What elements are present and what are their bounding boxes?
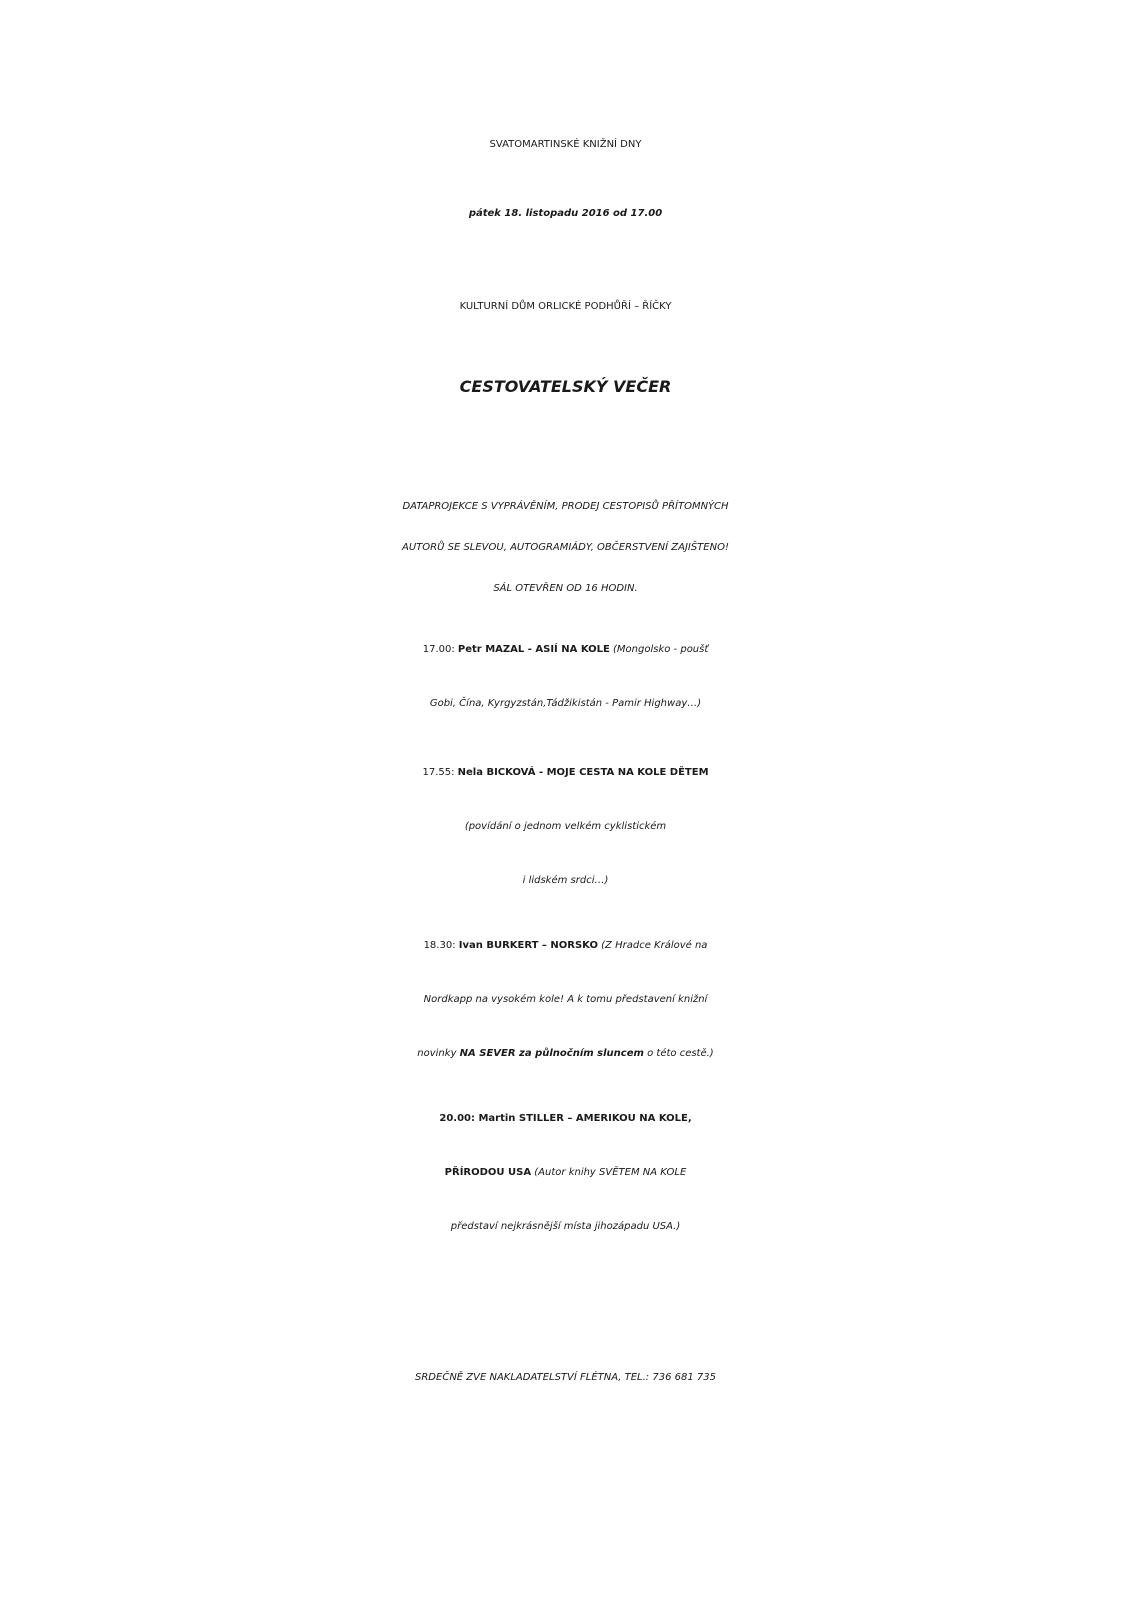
program-item-4-line-2 — [0, 1146, 1131, 1200]
program-item-4 — [0, 1092, 1131, 1254]
program-item-2-line-2 — [0, 800, 1131, 854]
program-item-1-desc-2: Gobi, Čína, Kyrgyzstán,Tádžikistán - Pamir Highway…) — [429, 698, 702, 709]
program-item-4-desc-1: (Autor knihy SVĚTEM NA KOLE — [534, 1167, 687, 1178]
event-venue: KULTURNÍ DŮM ORLICKÉ PODHŮŘÍ – ŘÍČKY — [459, 301, 672, 312]
program-item-4-line-3 — [0, 1200, 1131, 1254]
event-series: SVATOMARTINSKÉ KNIŽNÍ DNY — [489, 139, 642, 150]
program-item-4-time-talk: 20.00: Martin STILLER – AMERIKOU NA KOLE, — [439, 1113, 692, 1124]
program-item-3-book-title: NA SEVER za půlnočním sluncem — [459, 1048, 644, 1059]
intro-line-2: AUTORŮ SE SLEVOU, AUTOGRAMIÁDY, OBČERSTVENÍ ZAJIŠTENO! — [402, 542, 729, 553]
program-item-3-line-2 — [0, 973, 1131, 1027]
program-item-1 — [0, 623, 1131, 731]
program-item-1-line-2 — [0, 677, 1131, 731]
program-item-3-desc-3a: novinky — [417, 1048, 457, 1059]
program-item-3-desc-3b: o této cestě.) — [647, 1048, 714, 1059]
event-title: CESTOVATELSKÝ VEČER — [459, 377, 672, 396]
event-date: pátek 18. listopadu 2016 od 17.00 — [468, 208, 663, 219]
program-item-3-desc-1: (Z Hradce Králové na — [601, 940, 708, 951]
program-item-3-talk: Ivan BURKERT – NORSKO — [458, 940, 598, 951]
program-item-4-talk-2: PŘÍRODOU USA — [444, 1167, 532, 1178]
program-item-2-talk: Nela BICKOVÁ - MOJE CESTA NA KOLE DĚTEM — [457, 767, 709, 778]
program-item-4-line-1 — [0, 1092, 1131, 1146]
intro-line-3: SÁL OTEVŘEN OD 16 HODIN. — [493, 583, 638, 594]
invitation-footer: SRDEČNĚ ZVE NAKLADATELSTVÍ FLÉTNA, TEL.: 736 681 735 — [415, 1372, 716, 1383]
event-intro — [0, 486, 1131, 609]
program-item-2 — [0, 746, 1131, 908]
program-item-2-desc-1: (povídání o jednom velkém cyklistickém — [464, 821, 667, 832]
program-item-3-time: 18.30: — [423, 940, 456, 951]
program-item-2-desc-2: i lidském srdci…) — [522, 875, 609, 886]
program-item-3-line-1 — [0, 919, 1131, 973]
program-item-3-desc-2: Nordkapp na vysokém kole! A k tomu představení knižní — [423, 994, 708, 1005]
program-item-2-line-3 — [0, 854, 1131, 908]
program-item-4-desc-2: představí nejkrásnější místa jihozápadu USA.) — [450, 1221, 681, 1232]
program-item-1-time: 17.00: — [422, 644, 455, 655]
program-item-1-line-1 — [0, 623, 1131, 677]
program-item-2-line-1 — [0, 746, 1131, 800]
program-item-3-line-3 — [0, 1027, 1131, 1081]
program-item-2-time: 17.55: — [422, 767, 455, 778]
program-item-1-talk: Petr MAZAL - ASIÍ NA KOLE — [457, 644, 610, 655]
program-item-1-desc-1: (Mongolsko - poušť — [613, 644, 709, 655]
intro-line-1: DATAPROJEKCE S VYPRÁVĚNÍM, PRODEJ CESTOPISŮ PŘÍTOMNÝCH — [402, 501, 729, 512]
program-item-3 — [0, 919, 1131, 1081]
